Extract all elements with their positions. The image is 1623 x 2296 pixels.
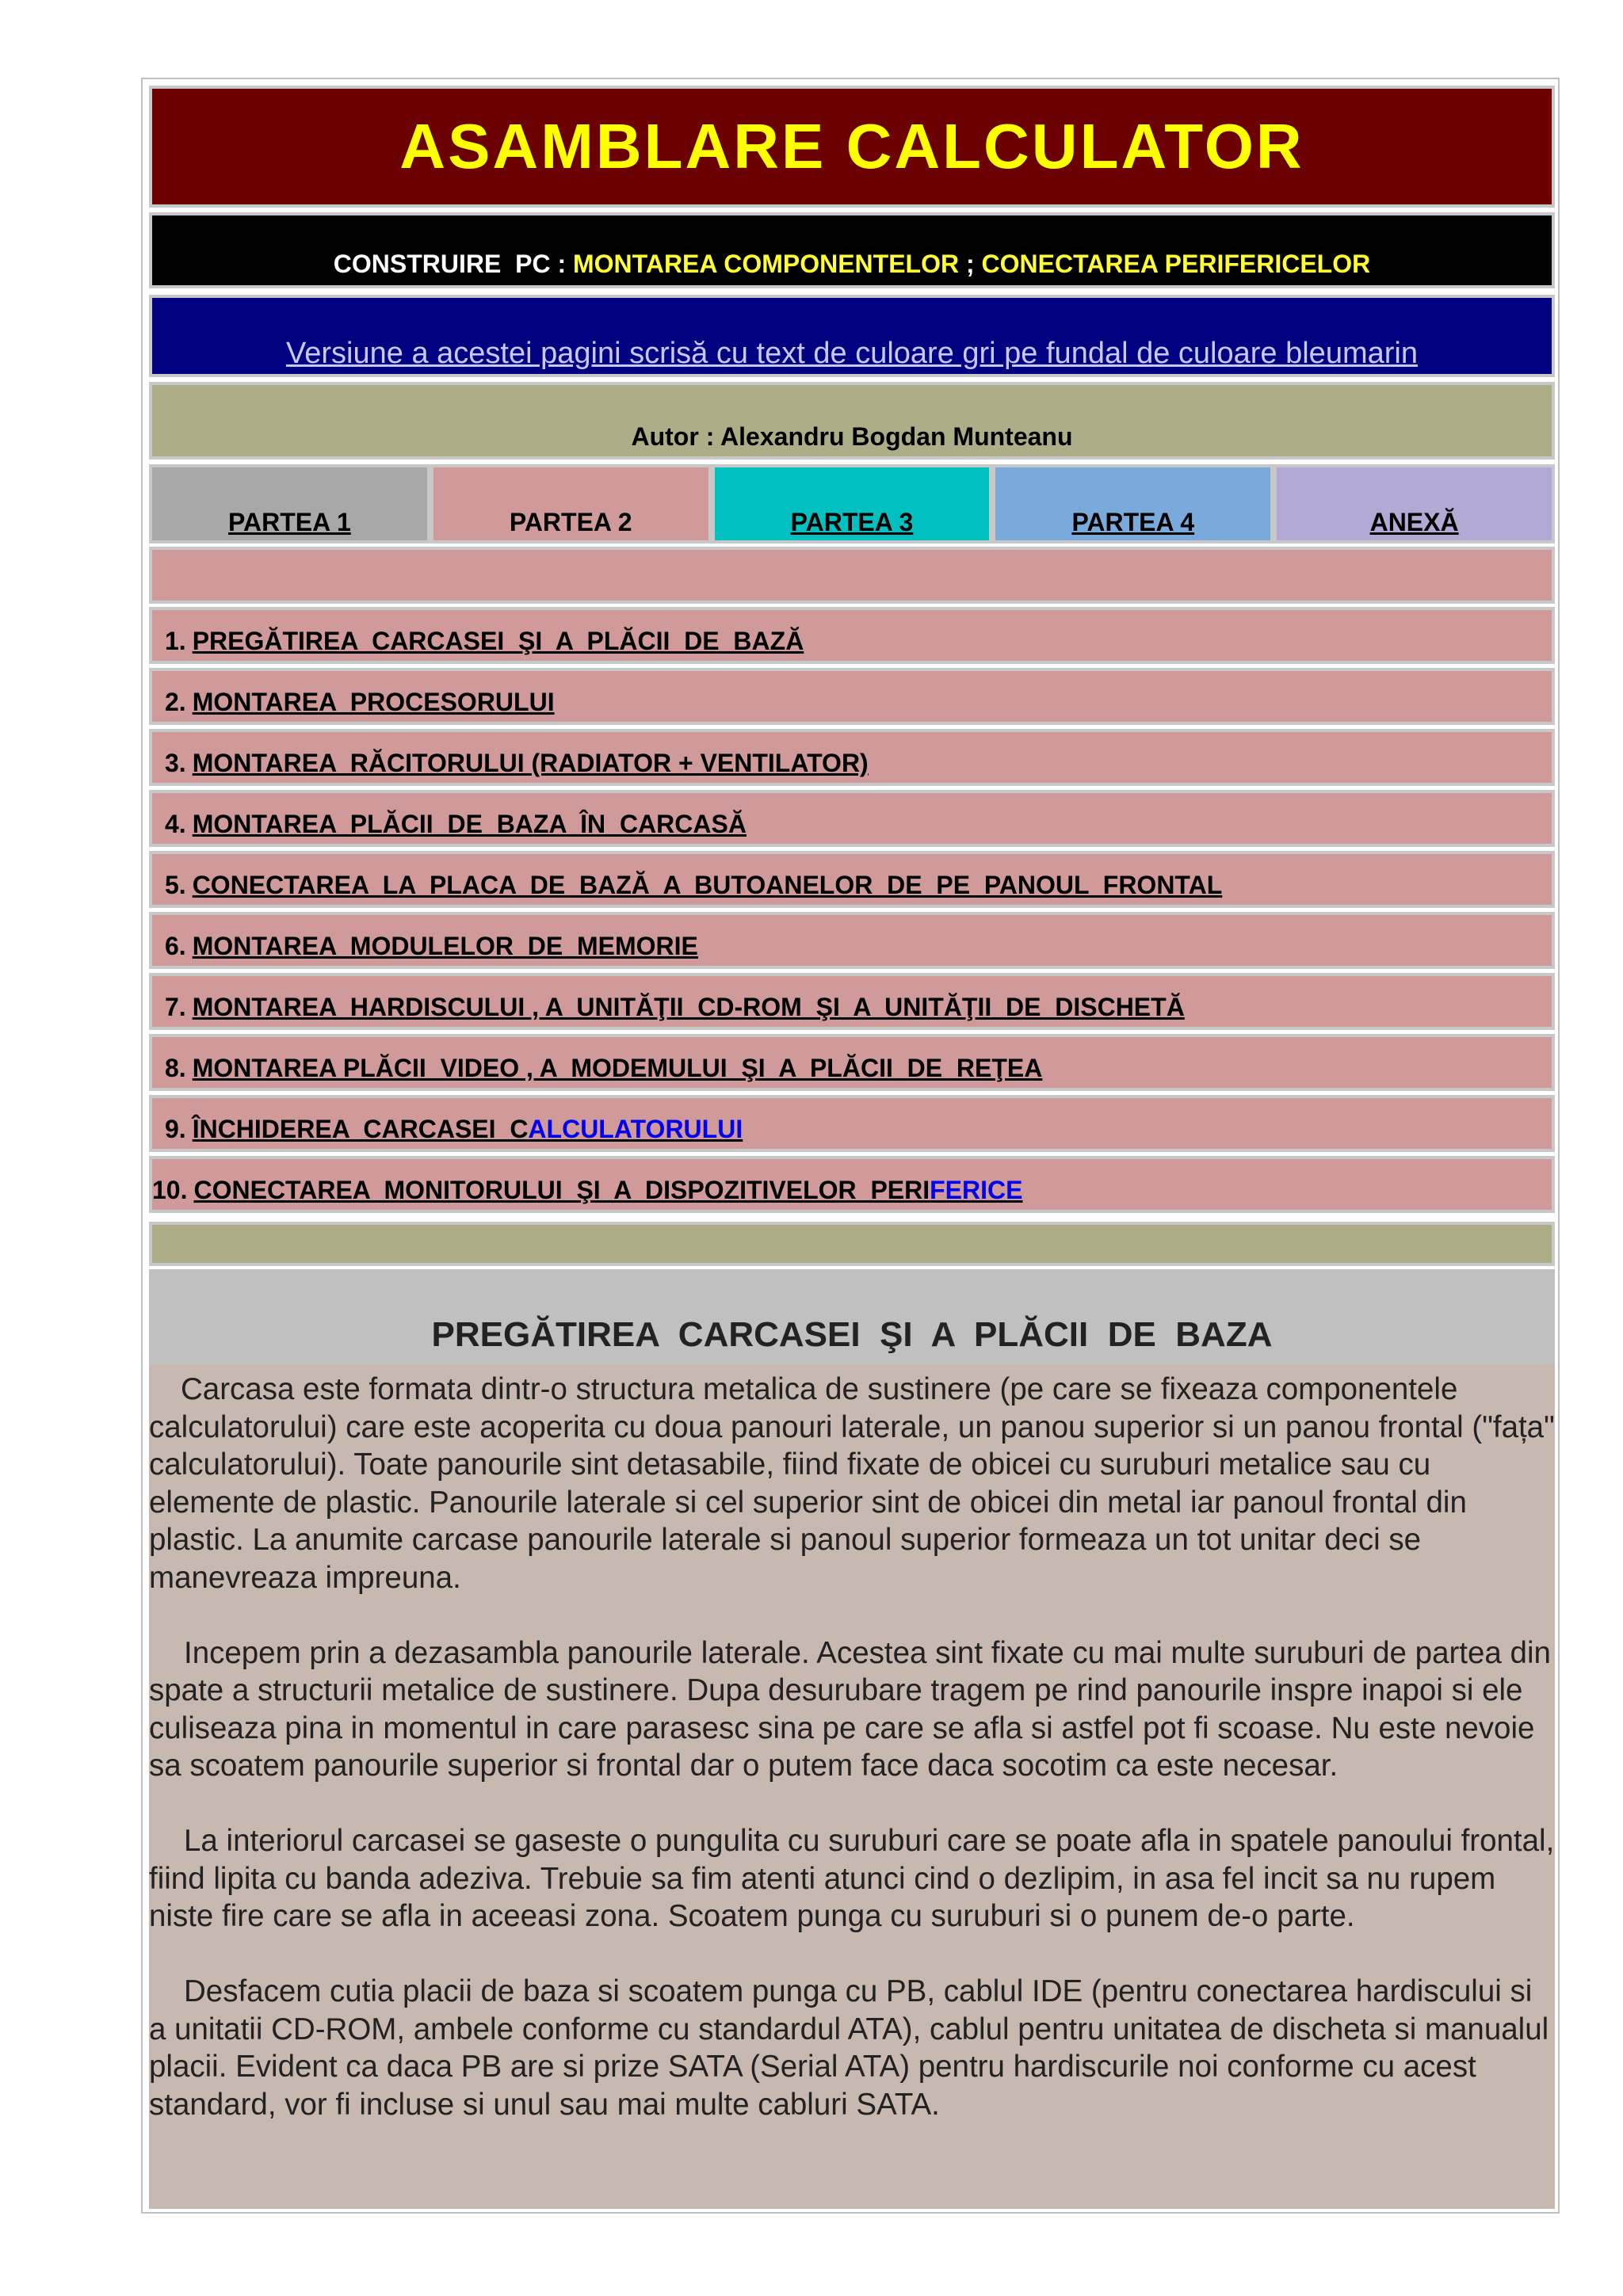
subtitle-banner (149, 212, 1555, 288)
toc-link-text[interactable]: ÎNCHIDEREA CARCASEI C (192, 1115, 529, 1143)
page-title: ASAMBLARE CALCULATOR (399, 111, 1304, 181)
document-page (141, 78, 1560, 2214)
toc-link[interactable]: MONTAREA RĂCITORULUI (RADIATOR + VENTILATOR) (192, 749, 869, 777)
toc-number: 9. (165, 1115, 186, 1143)
author-banner (149, 382, 1555, 460)
toc-number: 6. (165, 932, 186, 960)
toc-link-text-blue[interactable]: ALCULATORULUI (528, 1115, 743, 1143)
toc-item-2 (149, 668, 1555, 725)
toc-number: 4. (165, 810, 186, 838)
toc-link-text-blue[interactable]: FERICE (930, 1176, 1023, 1204)
toc-link[interactable]: MONTAREA HARDISCULUI , A UNITĂŢII CD-ROM ŞI A UNITĂŢII DE DISCHETĂ (192, 993, 1185, 1021)
alt-version-banner (149, 295, 1555, 377)
subtitle-prefix: CONSTRUIRE PC : (333, 250, 573, 278)
separator-bar (149, 1222, 1555, 1266)
toc-number: 1. (165, 627, 186, 655)
toc-link[interactable]: MONTAREA MODULELOR DE MEMORIE (192, 932, 698, 960)
toc-item-9 (149, 1095, 1555, 1152)
toc-link[interactable]: MONTAREA PLĂCII VIDEO , A MODEMULUI ŞI A PLĂCII DE REŢEA (192, 1054, 1043, 1082)
toc-number: 2. (165, 688, 186, 716)
toc-item-10 (149, 1156, 1555, 1213)
spacer-row (149, 547, 1555, 604)
subtitle-part2: CONECTAREA PERIFERICELOR (981, 250, 1371, 278)
toc-number: 5. (165, 871, 186, 899)
toc-number: 7. (165, 993, 186, 1021)
part-tabs (149, 464, 1555, 543)
tab-partea-3[interactable]: PARTEA 3 (712, 464, 993, 543)
toc-item-1 (149, 607, 1555, 664)
title-banner (149, 86, 1555, 208)
toc-link[interactable]: MONTAREA PROCESORULUI (192, 688, 555, 716)
paragraph: Carcasa este formata dintr-o structura metalica de sustinere (pe care se fixeaza componentele calculatorului) care este acoperita cu doua panouri laterale, un panou superior si un panou frontal ("fața" calculatorului). Toate panourile sint detasabile, fiind fixate de obicei cu suruburi metalice sau cu elemente de plastic. Panourile laterale si cel superior sint de obicei din metal iar panoul frontal din plastic. La anumite carcase panourile laterale si panoul superior formeaza un tot unitar deci se manevreaza impreuna. (149, 1372, 1555, 1595)
toc-item-7 (149, 973, 1555, 1030)
toc-number: 3. (165, 749, 186, 777)
subtitle-separator: ; (959, 250, 982, 278)
author-text: Autor : Alexandru Bogdan Munteanu (631, 422, 1073, 451)
section-body (149, 1371, 1555, 2123)
paragraph: La interiorul carcasei se gaseste o pungulita cu suruburi care se poate afla in spatele panoului frontal, fiind lipita cu banda adeziva. Trebuie sa fim atenti atunci cind o dezlipim, in asa fel incit sa nu rupem niste fire care se afla in aceeasi zona. Scoatem punga cu suruburi si o punem de-o parte. (149, 1824, 1555, 1933)
toc-link[interactable]: MONTAREA PLĂCII DE BAZA ÎN CARCASĂ (192, 810, 747, 838)
toc-item-8 (149, 1034, 1555, 1091)
toc-link-text[interactable]: CONECTAREA MONITORULUI ŞI A DISPOZITIVELOR PERI (193, 1176, 930, 1204)
tab-partea-1[interactable]: PARTEA 1 (149, 464, 430, 543)
toc-link[interactable] (193, 1115, 743, 1144)
toc-item-5 (149, 851, 1555, 908)
toc-number: 8. (165, 1054, 186, 1082)
toc-link[interactable]: PREGĂTIREA CARCASEI ŞI A PLĂCII DE BAZĂ (192, 627, 804, 655)
tab-anexa[interactable]: ANEXĂ (1274, 464, 1555, 543)
alt-version-link[interactable]: Versiune a acestei pagini scrisă cu text de culoare gri pe fundal de culoare bleumarin (286, 337, 1418, 370)
tab-partea-4[interactable]: PARTEA 4 (992, 464, 1274, 543)
toc-link[interactable]: CONECTAREA LA PLACA DE BAZĂ A BUTOANELOR DE PE PANOUL FRONTAL (192, 871, 1223, 899)
tab-partea-2: PARTEA 2 (430, 464, 712, 543)
toc-item-3 (149, 729, 1555, 786)
paragraph: Incepem prin a dezasambla panourile laterale. Acestea sint fixate cu mai multe suruburi de partea din spate a structurii metalice de sustinere. Dupa desurubare tragem pe rind panourile inspre inapoi si ele culiseaza pina in momentul in care parasesc sina pe care se afla si astfel pot fi scoase. Nu este nevoie sa scoatem panourile superior si frontal dar o putem face daca socotim ca este necesar. (149, 1635, 1551, 1783)
paragraph: Desfacem cutia placii de baza si scoatem punga cu PB, cablul IDE (pentru conectarea hardiscului si a unitatii CD-ROM, ambele conforme cu standardul ATA), cablul pentru unitatea de discheta si manualul placii. Evident ca daca PB are si prize SATA (Serial ATA) pentru hardiscurile noi conforme cu acest standard, vor fi incluse si unul sau mai multe cabluri SATA. (149, 1974, 1549, 2122)
toc-number: 10. (152, 1176, 188, 1204)
toc-item-6 (149, 912, 1555, 969)
toc-item-4 (149, 790, 1555, 847)
section-heading: PREGĂTIREA CARCASEI ŞI A PLĂCII DE BAZA (431, 1315, 1273, 1354)
toc-link[interactable] (193, 1176, 1022, 1205)
subtitle-part1: MONTAREA COMPONENTELOR (573, 250, 960, 278)
section-content (149, 1269, 1555, 2209)
